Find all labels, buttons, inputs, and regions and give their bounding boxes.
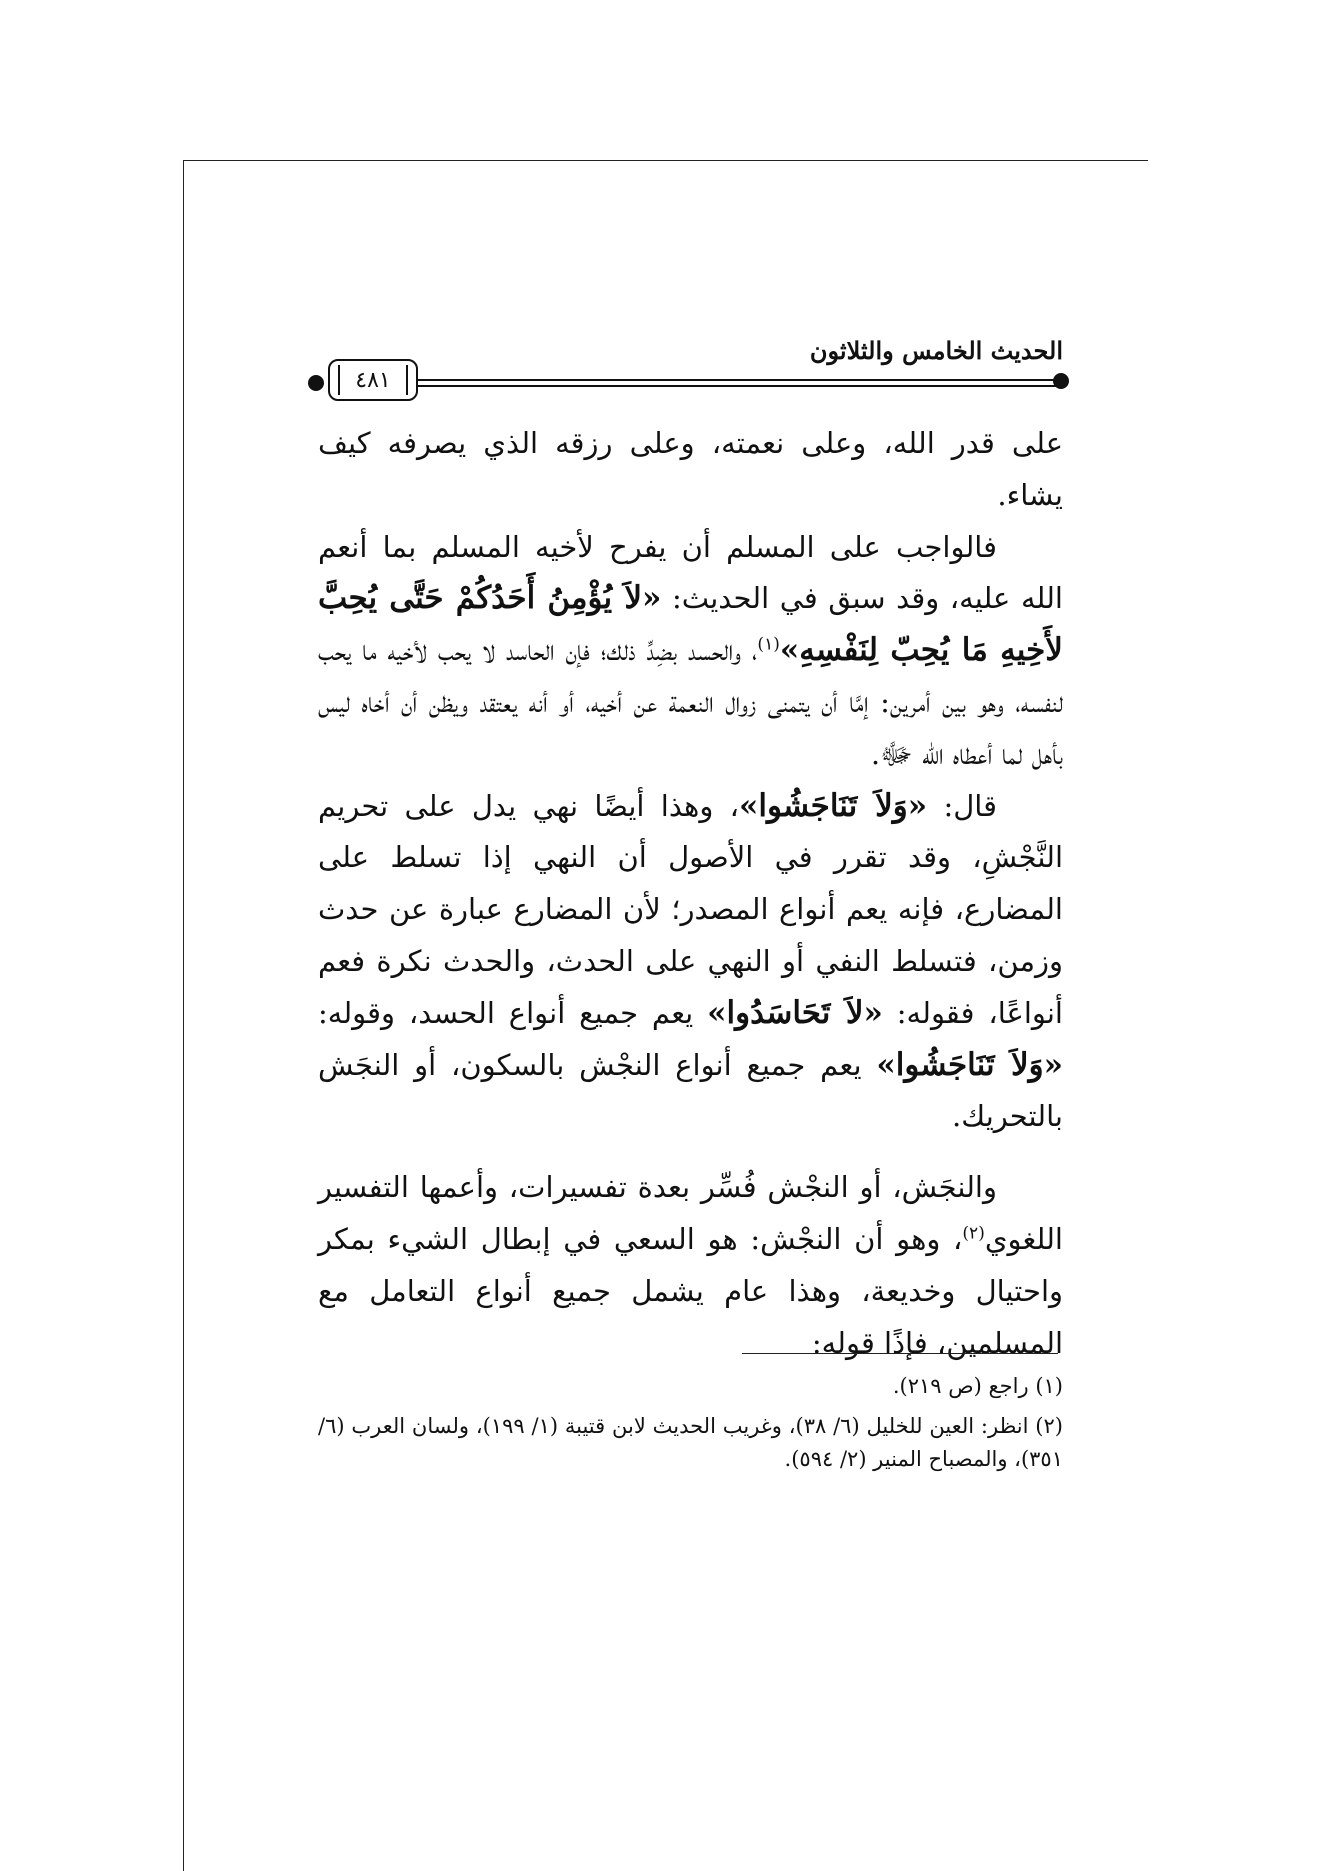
paragraph-2: فالواجب على المسلم أن يفرح لأخيه المسلم بما أنعم الله عليه، وقد سبق في الحديث: «لاَ يُؤْمِنُ أَحَدُكُمْ حَتَّى يُحِبَّ لأَخِيهِ مَا يُحِبّ لِنَفْسِهِ»$^{(١)}$، والحسد بضِدِّ ذلك؛ فإن الحاسد لا يحب لأخيه ما يحب لنفسه، وهو بين أمرين: إمَّا أن يتمنى زوال النعمة عن أخيه، أو أنه يعتقد ويظن أن أخاه ليس بأهل لما أعطاه الله ﷻ. <box>318 529 1063 771</box>
ornament-dot <box>308 375 324 391</box>
hadith-quote: «وَلاَ تَنَاجَشُوا» <box>739 787 928 824</box>
hadith-quote: «وَلاَ تَنَاجَشُوا» <box>876 1046 1063 1083</box>
hadith-quote: «لاَ يُؤْمِنُ أَحَدُكُمْ حَتَّى يُحِبَّ لأَخِيهِ مَا يُحِبّ لِنَفْسِهِ» <box>318 580 1063 669</box>
footnote-separator <box>742 1353 1058 1354</box>
footnote-ref: (٢) <box>962 1223 985 1244</box>
footnote-ref: (١) <box>757 634 780 655</box>
ornament-dot <box>1053 373 1069 389</box>
running-title: الحديث الخامس والثلاثون <box>809 336 1063 365</box>
crop-mark-top <box>183 160 1148 161</box>
hadith-quote: «لاَ تَحَاسَدُوا» <box>707 994 883 1031</box>
paragraph-3: قال: «وَلاَ تَنَاجَشُوا»، وهذا أيضًا نهي يدل على تحريم النَّجْشِ، وقد تقرر في الأصول أن النهي إذا تسلط على المضارع، فإنه يعم أنواع المصدر؛ لأن المضارع عبارة عن حدث وزمن، فتسلط النفي أو النهي على الحدث، والحدث نكرة فعم أنواعًا، فقوله: «لاَ تَحَاسَدُوا» يعم جميع أنواع الحسد، وقوله: «وَلاَ تَنَاجَشُوا» يعم جميع أنواع النجْش بالسكون، أو النجَش بالتحريك. <box>318 787 1063 1134</box>
header-rule-line <box>416 379 1061 381</box>
footnote-1: (١) راجع (ص ٢١٩). <box>892 1374 1063 1398</box>
page-number-text: ٤٨١ <box>355 367 391 393</box>
paragraph-1: على قدر الله، وعلى نعمته، وعلى رزقه الذي يصرفه كيف يشاء. <box>318 426 1063 512</box>
page-number <box>328 359 418 401</box>
header-rule-line <box>416 385 1061 387</box>
footnotes <box>318 1370 1063 1483</box>
crop-mark-left <box>183 160 184 1871</box>
paragraph-4: والنجَش، أو النجْش فُسِّر بعدة تفسيرات، وأعمها التفسير اللغوي$^{(٢)}$، وهو أن النجْش: هو السعي في إبطال الشيء بمكر واحتيال وخديعة، وهذا عام يشمل جميع أنواع التعامل مع المسلمين، فإذًا قوله: <box>318 1170 1063 1360</box>
body-text <box>318 418 1063 1369</box>
footnote-2: (٢) انظر: العين للخليل (٦/ ٣٨)، وغريب الحديث لابن قتيبة (١/ ١٩٩)، ولسان العرب (٦/ ٣٥١)، والمصباح المنير (٢/ ٥٩٤). <box>318 1414 1063 1471</box>
